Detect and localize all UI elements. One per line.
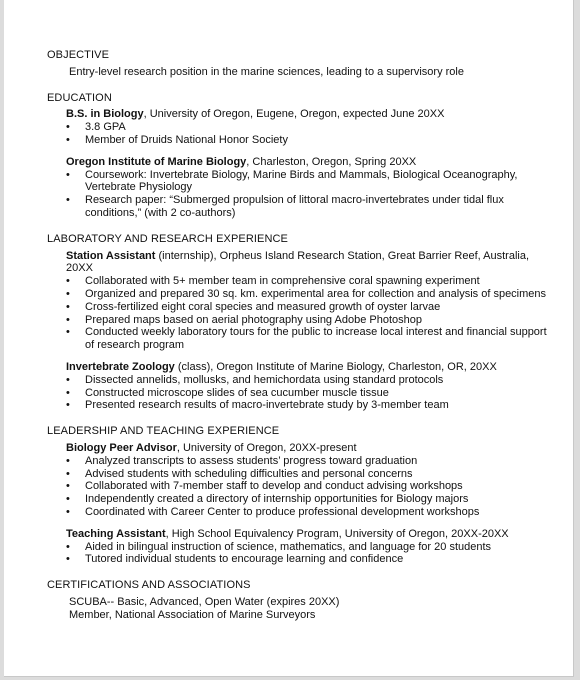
entry-heading [66, 442, 552, 455]
list-item: • Analyzed transcripts to assess students’ progress toward graduation [85, 455, 552, 468]
experience-entry [47, 528, 552, 566]
experience-entry [47, 361, 552, 412]
objective-text: Entry-level research position in the marine sciences, leading to a supervisory role [69, 65, 464, 78]
entry-title: Biology Peer Advisor [66, 441, 177, 454]
list-item: • Tutored individual students to encourage learning and confidence [85, 553, 552, 566]
bullet-list [66, 374, 552, 412]
list-item: • Conducted weekly laboratory tours for the public to increase local interest and financial support of research program [85, 326, 552, 352]
list-item: • Advised students with scheduling difficulties and personal concerns [85, 468, 552, 481]
entry-details: (internship), Orpheus Island Research Station, Great Barrier Reef, Australia, 20XX [66, 249, 530, 275]
certifications-section [47, 579, 552, 621]
entry-details: , High School Equivalency Program, University of Oregon, 20XX-20XX [165, 527, 509, 540]
list-item: • Collaborated with 7-member staff to develop and conduct advising workshops [85, 480, 552, 493]
list-item: • Prepared maps based on aerial photography using Adobe Photoshop [85, 314, 552, 327]
bullet-list [66, 121, 552, 147]
section-title: OBJECTIVE [47, 49, 110, 61]
list-item: • Constructed microscope slides of sea cucumber muscle tissue [85, 387, 552, 400]
entry-details: (class), Oregon Institute of Marine Biology, Charleston, OR, 20XX [174, 360, 497, 373]
list-item: • Aided in bilingual instruction of science, mathematics, and language for 20 students [85, 541, 552, 554]
entry-details: , Charleston, Oregon, Spring 20XX [246, 155, 417, 168]
list-item: • Coursework: Invertebrate Biology, Marine Birds and Mammals, Biological Oceanography, Vertebrate Physiology [85, 169, 552, 195]
section-title: EDUCATION [47, 91, 112, 104]
entry-title: Station Assistant [66, 249, 156, 262]
certification-line: SCUBA-- Basic, Advanced, Open Water (expires 20XX) [69, 595, 340, 608]
leadership-section [47, 425, 552, 566]
list-item: • Independently created a directory of internship opportunities for Biology majors [85, 493, 552, 506]
entry-heading [66, 361, 552, 374]
experience-entry [47, 442, 552, 519]
education-entry [47, 156, 552, 220]
entry-heading [66, 250, 552, 276]
section-title: CERTIFICATIONS AND ASSOCIATIONS [47, 579, 251, 592]
certification-line: Member, National Association of Marine Surveyors [69, 608, 316, 621]
section-title: LABORATORY AND RESEARCH EXPERIENCE [47, 232, 288, 245]
entry-title: Teaching Assistant [66, 527, 166, 540]
entry-details: , University of Oregon, Eugene, Oregon, expected June 20XX [143, 108, 445, 121]
entry-title: B.S. in Biology [66, 108, 144, 121]
education-entry [47, 108, 552, 146]
entry-heading [66, 108, 552, 121]
list-item: • Member of Druids National Honor Society [85, 134, 552, 147]
education-section [47, 92, 552, 220]
objective-section [47, 49, 552, 79]
resume-page [4, 0, 574, 677]
bullet-list [66, 541, 552, 567]
resume-content [47, 49, 552, 634]
bullet-list [66, 169, 552, 220]
list-item: • Coordinated with Career Center to produce professional development workshops [85, 506, 552, 519]
lab-section [47, 233, 552, 412]
list-item: • Organized and prepared 30 sq. km. experimental area for collection and analysis of specimens [85, 288, 552, 301]
entry-heading [66, 156, 552, 169]
entry-details: , University of Oregon, 20XX-present [176, 441, 357, 454]
list-item: • Collaborated with 5+ member team in comprehensive coral spawning experiment [85, 275, 552, 288]
list-item: • Cross-fertilized eight coral species and measured growth of oyster larvae [85, 301, 552, 314]
section-title: LEADERSHIP AND TEACHING EXPERIENCE [47, 425, 280, 438]
bullet-list [66, 455, 552, 519]
list-item: • Presented research results of macro-invertebrate study by 3-member team [85, 399, 552, 412]
list-item: • 3.8 GPA [85, 121, 552, 134]
entry-heading [66, 528, 552, 541]
list-item: • Research paper: “Submerged propulsion of littoral macro-invertebrates under tidal flux conditions,” (with 2 co-authors) [85, 194, 552, 220]
list-item: • Dissected annelids, mollusks, and hemichordata using standard protocols [85, 374, 552, 387]
entry-title: Invertebrate Zoology [66, 360, 175, 373]
experience-entry [47, 250, 552, 352]
entry-title: Oregon Institute of Marine Biology [66, 155, 247, 168]
bullet-list [66, 275, 552, 352]
